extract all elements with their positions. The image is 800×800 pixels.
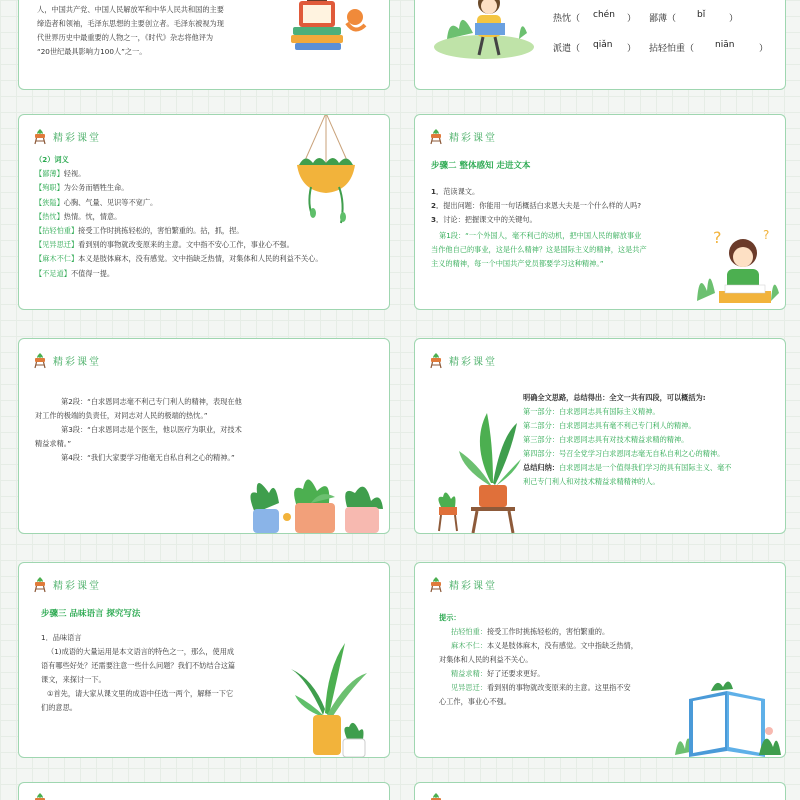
quote-line: 对工作的极端的负责任，对同志对人民的极端的热忱。” <box>35 411 208 420</box>
hints-block <box>439 611 675 709</box>
slide-header <box>33 573 101 595</box>
quote-line: 主义的精神，每一个中国共产党员都要学习这种精神。” <box>431 259 604 268</box>
slide-mao-intro <box>18 0 390 90</box>
hints-label: 提示： <box>439 613 461 622</box>
pinyin-value: qiǎn <box>593 40 613 50</box>
potted-plants-illustration <box>241 463 387 534</box>
hint-item: 麻木不仁：本义是肢体麻木，没有感觉。文中指缺乏热情， <box>451 641 638 650</box>
slide-vocab <box>18 114 390 310</box>
books-reading-illustration <box>281 0 377 51</box>
body-line: 课文，来探讨一下。 <box>41 675 106 684</box>
quote-line: 精益求精。” <box>35 439 72 448</box>
hint-item: 精益求精：好了还要求更好。 <box>451 669 545 678</box>
slide-summary <box>414 338 786 534</box>
vocab-item: 【热忱】热情。忱，情意。 <box>35 211 122 221</box>
open-book-illustration <box>671 671 783 757</box>
summary-conclusion-line: 利己专门利人和对技术精益求精精神的人。 <box>523 477 660 486</box>
pinyin-bracket: ） <box>627 44 637 54</box>
slide-next-right <box>414 782 786 800</box>
pinyin-word: 拈轻怕重 <box>649 44 686 54</box>
svg-text:?: ? <box>713 228 722 247</box>
pinyin-item: 鄙薄（ <box>649 14 677 24</box>
tall-plant-illustration <box>287 639 371 758</box>
slide-pinyin <box>414 0 786 90</box>
summary-part: 第四部分：号召全党学习白求恩同志毫无自私自利之心的精神。 <box>523 449 725 458</box>
plant-logo-icon <box>429 791 443 800</box>
step-item: 1．范读课文。 <box>431 187 480 196</box>
plant-logo-icon <box>33 351 47 369</box>
vocab-item: 【麻木不仁】本义是肢体麻木，没有感觉。文中指缺乏热情，对集体和人民的利益不关心。 <box>35 254 323 264</box>
body-line: 们的意思。 <box>41 703 77 712</box>
vocab-item: 【拈轻怕重】接受工作时挑拣轻松的，害怕繁重的。拈，抓，捏。 <box>35 226 244 236</box>
summary-conclusion: 总结归纳：白求恩同志是一个值得我们学习的具有国际主义、毫不 <box>523 463 732 472</box>
hint-item: 见异思迁：看到别的事物就改变原来的主意。这里指不安 <box>451 683 631 692</box>
slide-header <box>33 349 101 371</box>
quote-line: 第3段：“白求恩同志是个医生，他以医疗为职业，对技术 <box>61 425 242 434</box>
plant-stand-illustration <box>431 403 523 534</box>
plant-logo-icon <box>429 575 443 593</box>
section-subtitle: 1．品味语言 <box>41 633 82 642</box>
plant-logo-icon <box>33 791 47 800</box>
quote-paragraph <box>431 229 701 271</box>
intro-line: 代世界历史中最重要的人物之一，《时代》杂志将他评为 <box>37 33 214 42</box>
pinyin-item: 拈轻怕重（ <box>649 44 695 54</box>
summary-block <box>523 391 779 489</box>
vocab-item: 【见异思迁】看到别的事物就改变原来的主意。文中指不安心工作，事业心不强。 <box>35 240 294 250</box>
summary-part: 第二部分：白求恩同志具有毫不利己专门利人的精神。 <box>523 421 696 430</box>
pinyin-word: 鄙薄 <box>649 14 668 24</box>
slide-title: 精彩课堂 <box>449 356 497 368</box>
slide-hints <box>414 562 786 758</box>
plant-logo-icon <box>429 127 443 145</box>
slide-header <box>429 573 497 595</box>
pinyin-word: 派遣 <box>553 44 572 54</box>
slide-paragraph-quotes <box>18 338 390 534</box>
summary-intro: 明确全文思路，总结得出：全文一共有四段，可以概括为: <box>523 393 706 402</box>
pinyin-value: bǐ <box>697 10 706 20</box>
slide-step-two <box>414 114 786 310</box>
pinyin-word: 热忱 <box>553 14 572 24</box>
pinyin-bracket: ） <box>759 44 769 54</box>
vocab-subtitle: （2）词义 <box>35 155 69 164</box>
plant-logo-icon <box>33 127 47 145</box>
step-heading: 步骤三 品味语言 探究写法 <box>41 609 141 619</box>
step-heading: 步骤二 整体感知 走进文本 <box>431 161 531 171</box>
vocab-item: 【狭隘】心胸、气量、见识等不宽广。 <box>35 197 158 207</box>
summary-part: 第一部分：白求恩同志具有国际主义精神。 <box>523 407 660 416</box>
slide-header <box>429 789 449 800</box>
slide-title: 精彩课堂 <box>53 132 101 144</box>
pinyin-item: 热忱（ <box>553 14 581 24</box>
plant-logo-icon <box>33 575 47 593</box>
quote-line: 当作他自己的事业，这是什么精神？这是国际主义的精神，这是共产 <box>431 245 647 254</box>
vocab-item: 【鄙薄】轻视。 <box>35 169 86 179</box>
slide-header <box>429 125 497 147</box>
body-line: ①首先，请大家从课文里的成语中任选一两个，解释一下它 <box>47 689 234 698</box>
step-list <box>431 185 701 227</box>
quotes-paragraph <box>35 395 305 465</box>
pinyin-item: 派遣（ <box>553 44 581 54</box>
pinyin-bracket: ） <box>627 14 637 24</box>
slide-title: 精彩课堂 <box>449 580 497 592</box>
slide-header <box>429 349 497 371</box>
intro-line: “20世纪最具影响力100人”之一。 <box>37 47 147 56</box>
language-section <box>41 631 281 715</box>
hanging-plant-illustration <box>291 114 361 229</box>
slide-title: 精彩课堂 <box>53 356 101 368</box>
slide-step-three <box>18 562 390 758</box>
pinyin-value: niān <box>715 40 735 50</box>
plant-logo-icon <box>429 351 443 369</box>
slide-header <box>33 789 53 800</box>
intro-line: 人，中国共产党、中国人民解放军和中华人民共和国的主要 <box>37 5 224 14</box>
step-item: 3．讨论：把握课文中的关键句。 <box>431 215 537 224</box>
step-item: 2．提出问题：你能用一句话概括白求恩大夫是一个什么样的人吗? <box>431 201 642 210</box>
quote-line: 第1段：“一个外国人，毫不利己的动机，把中国人民的解放事业 <box>439 231 642 240</box>
quote-line: 第2段：“白求恩同志毫不利己专门利人的精神，表现在他 <box>61 397 242 406</box>
slide-next-left <box>18 782 390 800</box>
quote-line: 第4段：“我们大家要学习他毫无自私自利之心的精神。” <box>61 453 235 462</box>
pinyin-exercise <box>415 0 786 90</box>
slide-title: 精彩课堂 <box>449 132 497 144</box>
hint-item: 拈轻怕重：接受工作时挑拣轻松的，害怕繁重的。 <box>451 627 610 636</box>
intro-paragraph <box>37 3 287 59</box>
slide-header <box>33 125 101 147</box>
pinyin-value: chén <box>593 10 615 20</box>
hint-line: 对集体和人民的利益不关心。 <box>439 655 533 664</box>
svg-text:?: ? <box>763 228 770 242</box>
pinyin-bracket: ） <box>729 14 739 24</box>
body-line: 语有哪些好处？还需要注意一些什么问题？我们不妨结合这篇 <box>41 661 236 670</box>
vocab-item: 【殉职】为公务而牺牲生命。 <box>35 183 129 193</box>
hint-line: 心工作，事业心不强。 <box>439 697 511 706</box>
girl-thinking-illustration <box>693 221 783 309</box>
body-line: （1)成语的大量运用是本文语言的特色之一，那么，使用成 <box>47 647 235 656</box>
vocab-item: 【不足道】不值得一提。 <box>35 268 115 278</box>
intro-line: 缔造者和领袖，毛泽东思想的主要创立者。毛泽东被视为现 <box>37 19 224 28</box>
summary-part: 第三部分：白求恩同志具有对技术精益求精的精神。 <box>523 435 689 444</box>
slide-title: 精彩课堂 <box>53 580 101 592</box>
